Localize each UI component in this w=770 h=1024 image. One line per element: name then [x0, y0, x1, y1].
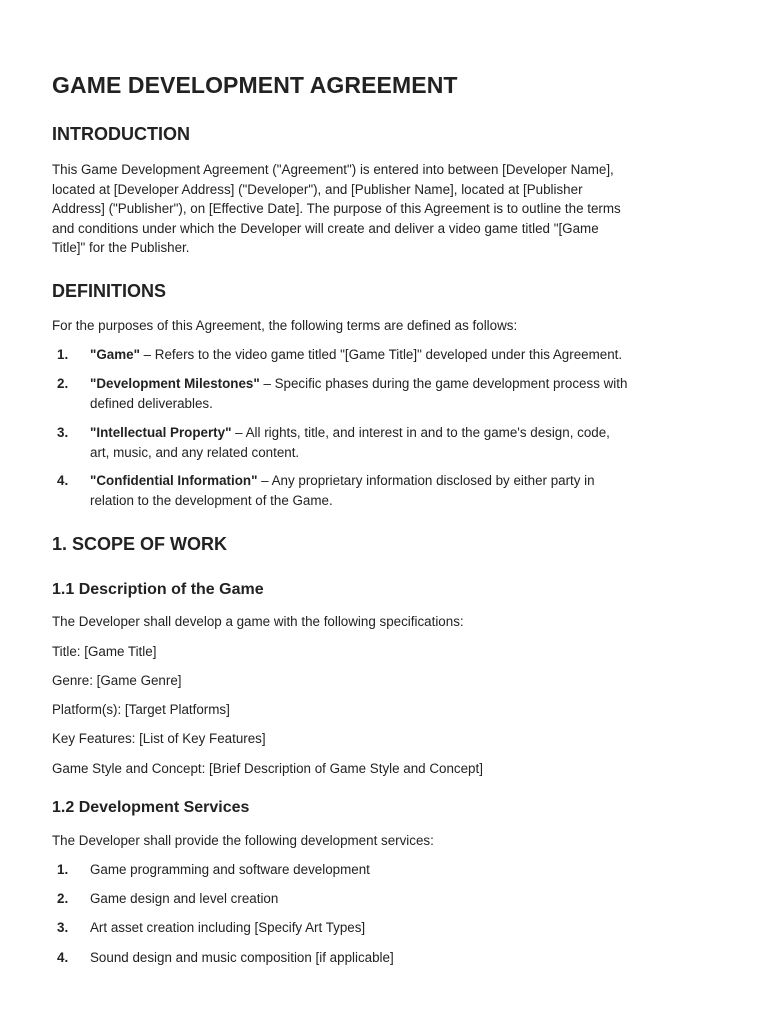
- definitions-heading: DEFINITIONS: [52, 281, 167, 301]
- definition-line: [90, 423, 720, 443]
- service-text: Game design and level creation: [90, 891, 279, 906]
- service-text: Game programming and software development: [90, 862, 370, 877]
- definition-body: [90, 345, 720, 365]
- definition-term: "Intellectual Property": [90, 425, 232, 440]
- definition-line: art, music, and any related content.: [90, 444, 300, 460]
- description-intro: The Developer shall develop a game with the following specifications:: [52, 614, 464, 629]
- list-number: 2.: [57, 891, 69, 906]
- introduction-line: This Game Development Agreement ("Agreement") is entered into between [Developer Name],: [52, 162, 614, 177]
- list-number: 2.: [57, 376, 69, 391]
- list-number: 1.: [57, 347, 69, 362]
- definitions-intro: For the purposes of this Agreement, the following terms are defined as follows:: [52, 318, 518, 333]
- list-number: 3.: [57, 425, 69, 440]
- document-title: GAME DEVELOPMENT AGREEMENT: [52, 72, 458, 98]
- definition-text: – All rights, title, and interest in and to the game's design, code,: [231, 425, 610, 440]
- spec-item: Key Features: [List of Key Features]: [52, 731, 266, 746]
- definition-line: defined deliverables.: [90, 395, 213, 411]
- definition-text: – Refers to the video game titled "[Game Title]" developed under this Agreement.: [139, 347, 623, 362]
- services-heading: 1.2 Development Services: [52, 799, 250, 816]
- definition-line: [90, 345, 720, 365]
- definition-term: "Confidential Information": [90, 473, 258, 488]
- definition-term: "Game": [90, 347, 140, 362]
- definition-body: [90, 374, 720, 413]
- definition-text: – Specific phases during the game development process with: [259, 376, 628, 391]
- service-text: Art asset creation including [Specify Art Types]: [90, 920, 366, 935]
- spec-item: Game Style and Concept: [Brief Description of Game Style and Concept]: [52, 761, 483, 776]
- introduction-paragraph: [52, 160, 621, 258]
- definition-line: [90, 374, 720, 394]
- definition-body: [90, 423, 720, 462]
- services-intro: The Developer shall provide the following development services:: [52, 833, 434, 848]
- definition-text: – Any proprietary information disclosed by either party in: [257, 473, 595, 488]
- list-number: 1.: [57, 862, 69, 877]
- spec-item: Title: [Game Title]: [52, 644, 157, 659]
- list-number: 4.: [57, 473, 69, 488]
- definition-line: [90, 471, 720, 491]
- introduction-line: Address] ("Publisher"), on [Effective Date]. The purpose of this Agreement is to outline the terms: [52, 201, 621, 217]
- introduction-heading: INTRODUCTION: [52, 124, 190, 144]
- scope-heading: 1. SCOPE OF WORK: [52, 534, 228, 554]
- definition-term: "Development Milestones": [90, 376, 260, 391]
- spec-item: Platform(s): [Target Platforms]: [52, 702, 230, 717]
- list-number: 3.: [57, 920, 69, 935]
- list-number: 4.: [57, 950, 69, 965]
- introduction-line: Title]" for the Publisher.: [52, 240, 190, 256]
- spec-item: Genre: [Game Genre]: [52, 673, 182, 688]
- definition-line: relation to the development of the Game.: [90, 492, 333, 508]
- introduction-line: located at [Developer Address] ("Developer"), and [Publisher Name], located at [Publisher: [52, 181, 583, 197]
- description-heading: 1.1 Description of the Game: [52, 581, 264, 598]
- definition-body: [90, 471, 720, 510]
- introduction-line: and conditions under which the Developer will create and deliver a video game titled "[Game: [52, 220, 599, 236]
- service-text: Sound design and music composition [if applicable]: [90, 950, 394, 965]
